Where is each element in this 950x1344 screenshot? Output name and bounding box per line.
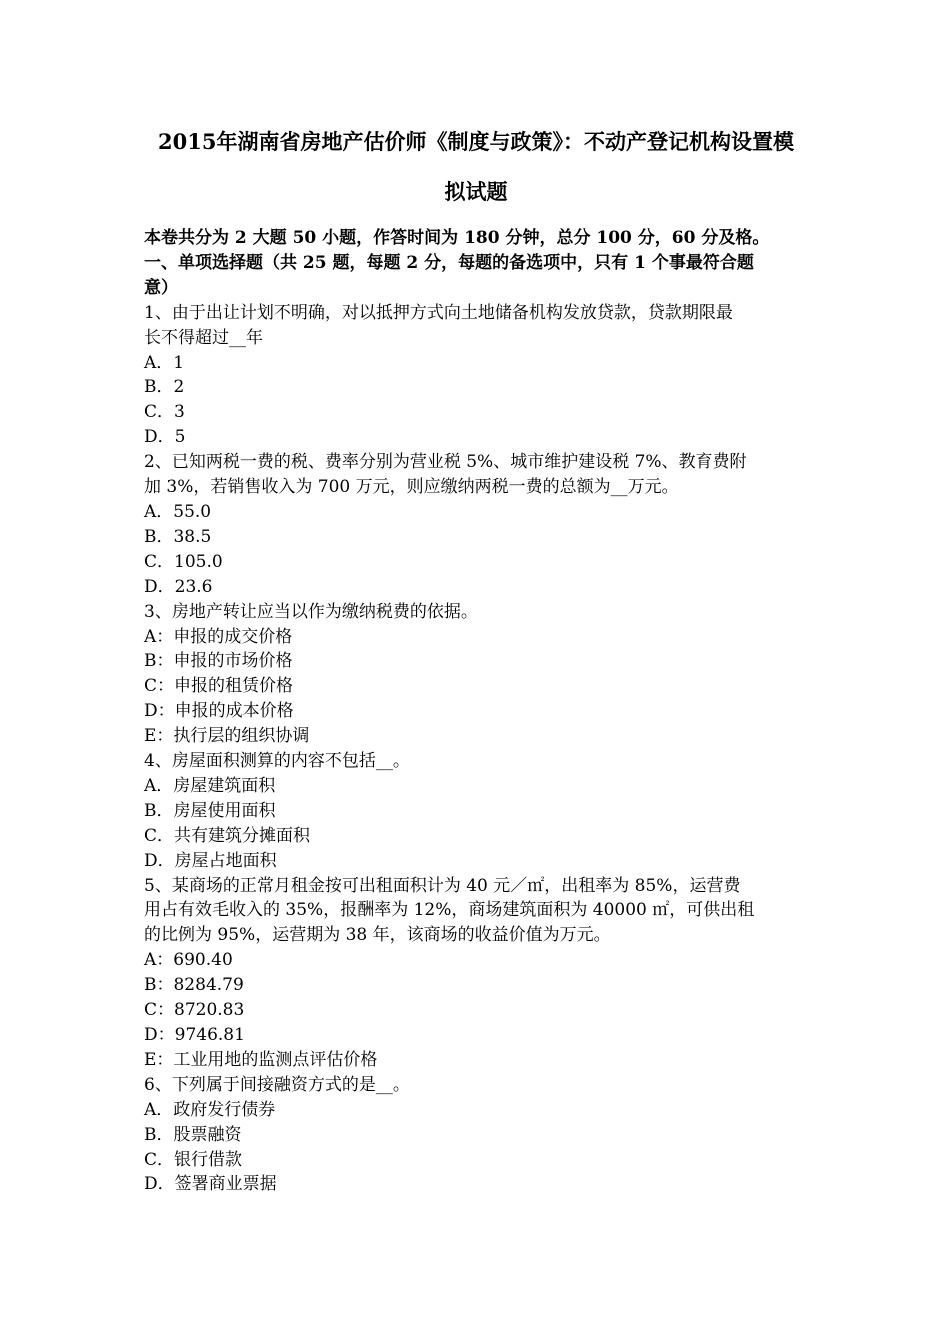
- question-stem-line: 5、某商场的正常月租金按可出租面积计为 40 元／㎡，出租率为 85%，运营费: [144, 875, 741, 896]
- answer-option: A．1: [144, 352, 185, 373]
- question-stem-line: 长不得超过__年: [144, 327, 263, 348]
- question-stem-line: 1、由于出让计划不明确，对以抵押方式向土地储备机构发放贷款，贷款期限最: [144, 302, 733, 323]
- document-page: [144, 118, 808, 1197]
- answer-option: C：申报的租赁价格: [144, 676, 294, 697]
- document-title-line2: 拟试题: [444, 179, 508, 204]
- document-title-line1: 2015年湖南省房地产估价师《制度与政策》：不动产登记机构设置模: [158, 129, 794, 154]
- answer-option: D．签署商业票据: [144, 1174, 277, 1195]
- answer-option: C．3: [144, 402, 185, 423]
- question-stem-line: 2、已知两税一费的税、费率分别为营业税 5%、城市维护建设税 7%、教育费附: [144, 452, 747, 473]
- answer-option: C．共有建筑分摊面积: [144, 825, 311, 846]
- answer-option: A．政府发行债券: [144, 1099, 276, 1120]
- answer-option: C．105.0: [144, 551, 223, 572]
- answer-option: B：申报的市场价格: [144, 651, 293, 672]
- exam-intro: 本卷共分为 2 大题 50 小题，作答时间为 180 分钟，总分 100 分，60 分及格。: [144, 228, 770, 248]
- question-stem-line: 加 3%，若销售收入为 700 万元，则应缴纳两税一费的总额为__万元。: [144, 477, 679, 498]
- question-stem-line: 3、房地产转让应当以作为缴纳税费的依据。: [144, 601, 478, 622]
- question-2: [144, 450, 808, 599]
- section-heading: [144, 251, 808, 301]
- answer-option: B．股票融资: [144, 1124, 242, 1145]
- answer-option: A：申报的成交价格: [144, 626, 293, 647]
- section-heading-line2: 意）: [144, 277, 178, 298]
- answer-option: D．23.6: [144, 576, 213, 597]
- answer-option: A：690.40: [144, 950, 233, 971]
- answer-option: B：8284.79: [144, 975, 244, 996]
- answer-option: A．55.0: [144, 501, 212, 522]
- answer-option: B．2: [144, 377, 185, 398]
- question-6: [144, 1073, 808, 1198]
- question-1: [144, 301, 808, 450]
- answer-option: E：工业用地的监测点评估价格: [144, 1049, 378, 1070]
- question-3: [144, 600, 808, 749]
- question-stem-line: 6、下列属于间接融资方式的是__。: [144, 1074, 410, 1095]
- question-stem-line: 用占有效毛收入的 35%，报酬率为 12%，商场建筑面积为 40000 ㎡，可供出租: [144, 900, 755, 921]
- answer-option: B．房屋使用面积: [144, 800, 276, 821]
- section-heading-line1: 一、单项选择题（共 25 题，每题 2 分，每题的备选项中，只有 1 个事最符合题: [144, 252, 754, 273]
- question-4: [144, 749, 808, 874]
- answer-option: C：8720.83: [144, 1000, 245, 1021]
- question-stem-line: 的比例为 95%，运营期为 38 年，该商场的收益价值为万元。: [144, 925, 611, 946]
- question-5: [144, 874, 808, 1073]
- answer-option: D：申报的成本价格: [144, 701, 294, 722]
- answer-option: A．房屋建筑面积: [144, 775, 276, 796]
- answer-option: E：执行层的组织协调: [144, 726, 310, 747]
- answer-option: D：9746.81: [144, 1025, 245, 1045]
- question-stem-line: 4、房屋面积测算的内容不包括__。: [144, 751, 410, 772]
- answer-option: B．38.5: [144, 526, 212, 547]
- answer-option: C．银行借款: [144, 1149, 243, 1170]
- answer-option: D．5: [144, 427, 186, 448]
- answer-option: D．房屋占地面积: [144, 850, 277, 871]
